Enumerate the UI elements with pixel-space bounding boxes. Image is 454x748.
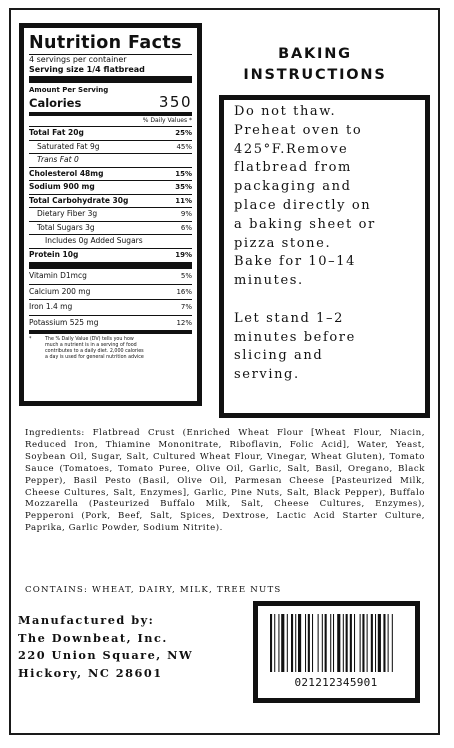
baking-instructions-title: BAKING INSTRUCTIONS: [243, 46, 387, 83]
nutrient-name: Saturated Fat 9g: [37, 141, 100, 151]
nutrient-row-dietary-fiber: [29, 207, 192, 221]
nutrient-name: Total Sugars 3g: [37, 222, 95, 232]
nutrient-name: Total Carbohydrate 30g: [29, 195, 129, 205]
nutrient-pct: 9%: [180, 210, 192, 218]
barcode-number: 021212345901: [294, 676, 378, 689]
divider-medium: [29, 330, 192, 334]
vitamin-name: Calcium 200 mg: [29, 286, 91, 296]
calories-label: Calories: [29, 96, 82, 110]
nutrient-pct: 45%: [176, 142, 192, 151]
calories-row: [29, 95, 192, 112]
allergen-statement: CONTAINS: WHEAT, DAIRY, MILK, TREE NUTS: [25, 585, 282, 595]
baking-instructions-text: Do not thaw. Preheat oven to 425°F.Remove flatbread from packaging and place directly on a baking sheet or pizza stone. Bake for 10–14 minutes. Let stand 1–2 minutes before slicing and serving.: [219, 95, 430, 418]
vitamin-row-iron: [29, 299, 192, 315]
vitamin-row-vitamin-d: [29, 269, 192, 284]
footnote-star: *: [29, 337, 32, 342]
nutrient-row-total-carbohydrate: [29, 194, 192, 208]
divider-thick: [29, 262, 192, 269]
vitamin-pct: 5%: [180, 272, 192, 280]
nutrient-row-cholesterol: [29, 167, 192, 181]
nutrient-name: Sodium 900 mg: [29, 182, 95, 191]
vitamin-name: Potassium 525 mg: [29, 317, 99, 327]
nutrient-pct: 19%: [175, 250, 192, 259]
vitamin-pct: 16%: [176, 287, 192, 296]
nutrient-row-added-sugars: [29, 234, 192, 248]
manufacturer-info: [18, 612, 248, 682]
nutrient-name: Includes 0g Added Sugars: [45, 236, 143, 245]
nutrient-row-sodium: [29, 180, 192, 194]
nutrition-facts-panel: [19, 23, 202, 406]
vitamin-name: Iron 1.4 mg: [29, 302, 73, 311]
nutrient-row-protein: [29, 248, 192, 262]
vitamin-pct: 12%: [176, 318, 192, 327]
vitamins-section: [29, 269, 192, 330]
footnote-text: The % Daily Value (DV) tells you how much a nutrient is in a serving of food contributes to a daily diet. 2,000 calories a day is used for general nutrition advice: [45, 337, 144, 360]
manufacturer-line-3: 220 Union Square, NW: [18, 648, 194, 663]
nutrient-name: Total Fat 20g: [29, 128, 84, 137]
calories-value: 350: [158, 93, 192, 111]
nutrient-row-total-fat: [29, 126, 192, 140]
nutrient-pct: 11%: [175, 196, 192, 205]
nutrient-row-total-sugars: [29, 221, 192, 235]
barcode: [253, 601, 420, 703]
daily-value-footnote: [29, 337, 192, 361]
manufacturer-line-4: Hickory, NC 28601: [18, 665, 163, 680]
manufacturer-line-1: Manufactured by:: [18, 613, 155, 627]
manufacturer-line-2: The Downbeat, Inc.: [18, 630, 168, 645]
nutrient-pct: 35%: [175, 183, 192, 191]
vitamin-row-potassium: [29, 315, 192, 331]
nutrient-name: Dietary Fiber 3g: [37, 209, 98, 218]
nutrient-pct: 6%: [180, 223, 192, 232]
vitamin-row-calcium: [29, 284, 192, 300]
amount-per-serving: Amount Per Serving: [29, 86, 109, 94]
divider-thick: [29, 76, 192, 83]
nutrient-row-saturated-fat: [29, 140, 192, 154]
serving-size: Serving size 1/4 flatbread: [29, 65, 145, 74]
nutrition-title: Nutrition Facts: [29, 34, 192, 55]
ingredients-list: Ingredients: Flatbread Crust (Enriched Wheat Flour [Wheat Flour, Niacin, Reduced Iron, Thiamine Mononitrate, Riboflavin, Folic Acid], Water, Yeast, Soybean Oil, Sugar, Salt, Cultured Wheat Flour, Vinegar, Wheat Gluten), Tomato Sauce (Tomatoes, Tomato Puree, Olive Oil, Garlic, Salt, Basil, Oregano, Black Pepper), Basil Pesto (Basil, Olive Oil, Parmesan Cheese [Pasteurized Milk, Cheese Cultures, Salt, Enzymes], Garlic, Pine Nuts, Salt, Black Pepper), Buffalo Mozzarella (Pasteurized Buffalo Milk, Salt, Cheese Cultures, Enzymes), Pepperoni (Pork, Beef, Salt, Spices, Dextrose, Lactic Acid Starter Culture, Paprika, Garlic Powder, Sodium Nitrite).: [25, 428, 425, 534]
nutrient-pct: 25%: [175, 129, 192, 137]
servings-per-container: 4 servings per container: [29, 55, 127, 64]
barcode-bars-icon: [270, 614, 402, 672]
vitamin-pct: 7%: [180, 303, 192, 311]
nutrient-name: Cholesterol 48mg: [29, 168, 104, 178]
daily-value-header: % Daily Values *: [142, 117, 192, 124]
nutrient-name: Trans Fat 0: [37, 155, 79, 164]
nutrient-name: Protein 10g: [29, 249, 79, 259]
vitamin-name: Vitamin D1mcg: [29, 271, 87, 280]
nutrient-row-trans-fat: [29, 153, 192, 167]
nutrient-pct: 15%: [175, 169, 192, 178]
